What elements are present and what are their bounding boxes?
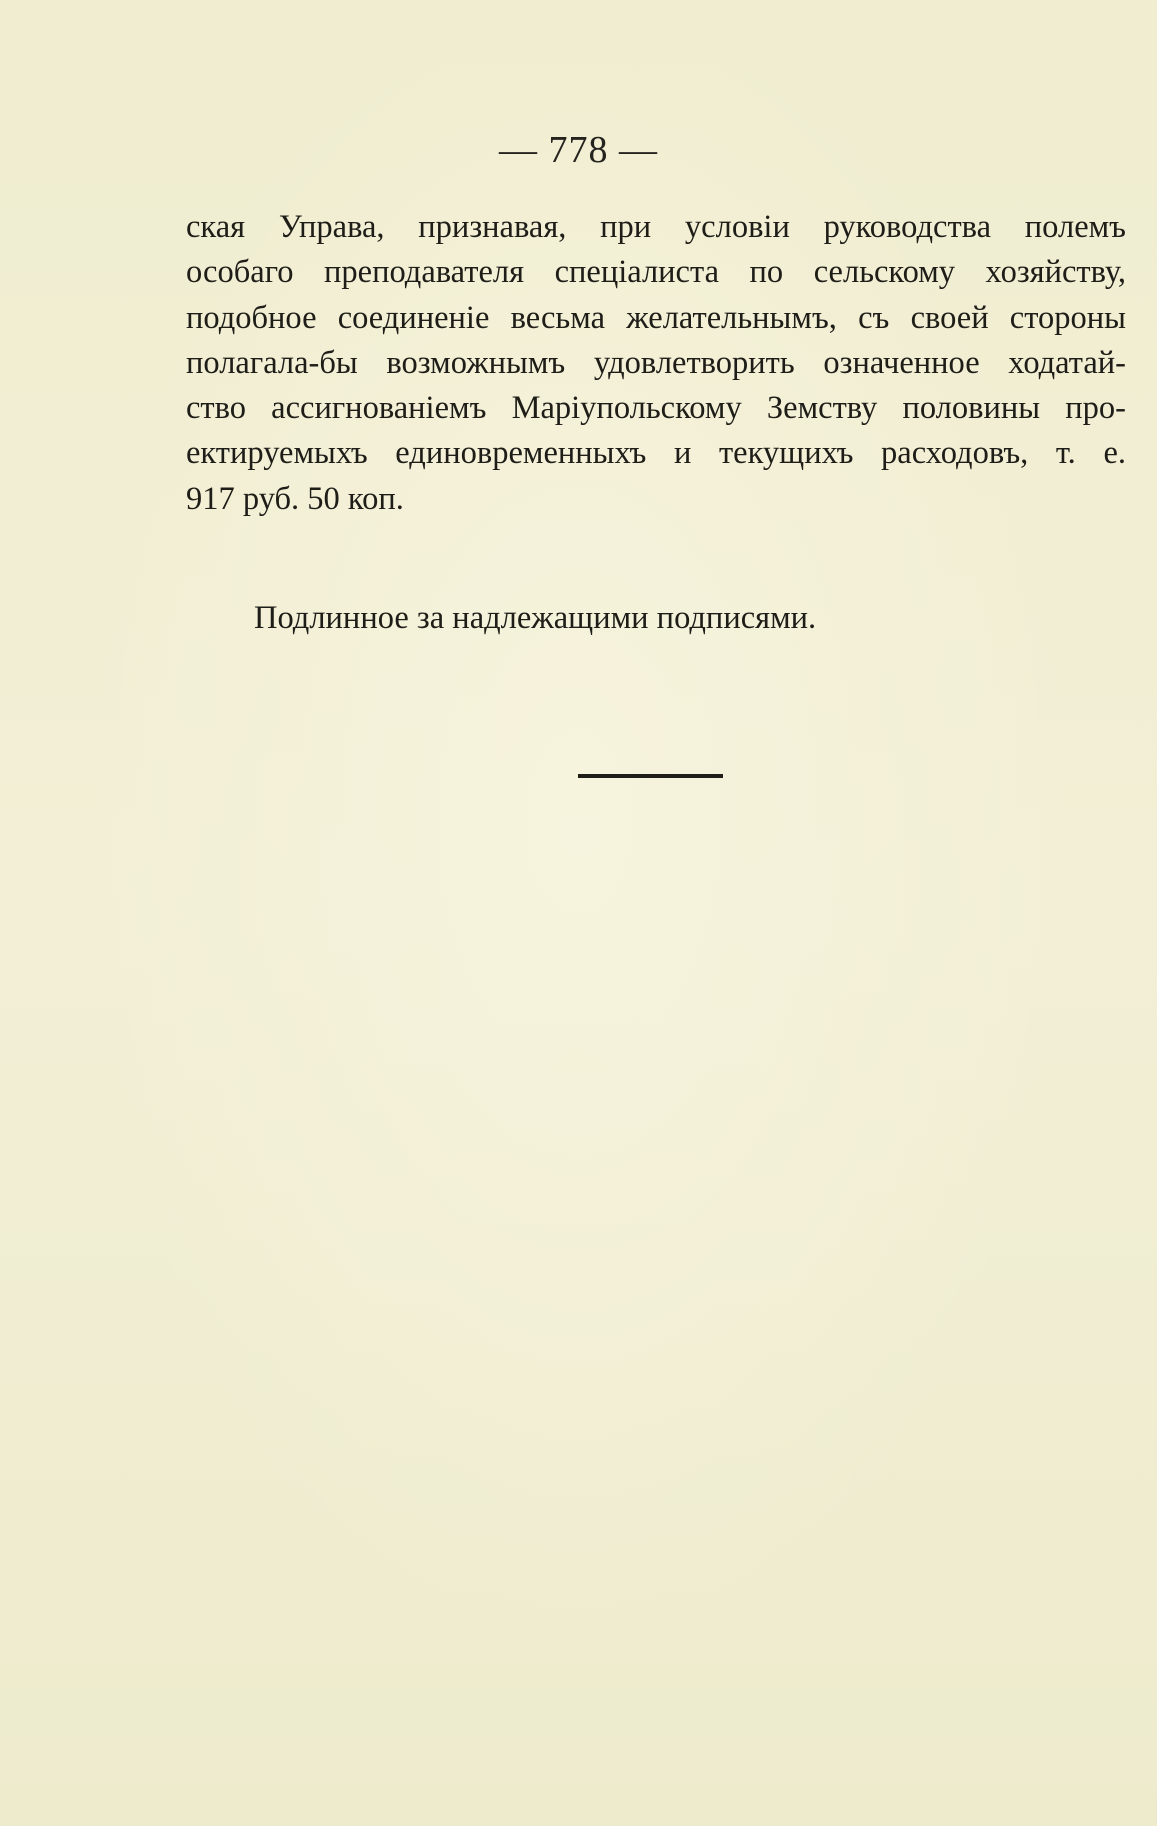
text-line: ектируемыхъ единовременныхъ и текущихъ расходовъ, т. е. — [186, 435, 1126, 472]
text-line: 917 руб. 50 коп. — [186, 480, 404, 517]
text-line: ство ассигнованіемъ Маріупольскому Земству половины про- — [186, 390, 1126, 427]
text-line: ская Управа, признавая, при условіи руководства полемъ — [186, 209, 1126, 245]
text-line: особаго преподавателя спеціалиста по сельскому хозяйству, — [186, 254, 1126, 291]
page-number: — 778 — — [499, 129, 658, 171]
text-line: полагала-бы возможнымъ удовлетворить означенное ходатай- — [186, 344, 1126, 381]
signature-note: Подлинное за надлежащими подписями. — [254, 600, 817, 636]
section-divider — [578, 774, 723, 778]
text-line: подобное соединеніе весьма желательнымъ, съ своей стороны — [186, 299, 1126, 336]
body-paragraph — [186, 205, 1126, 522]
